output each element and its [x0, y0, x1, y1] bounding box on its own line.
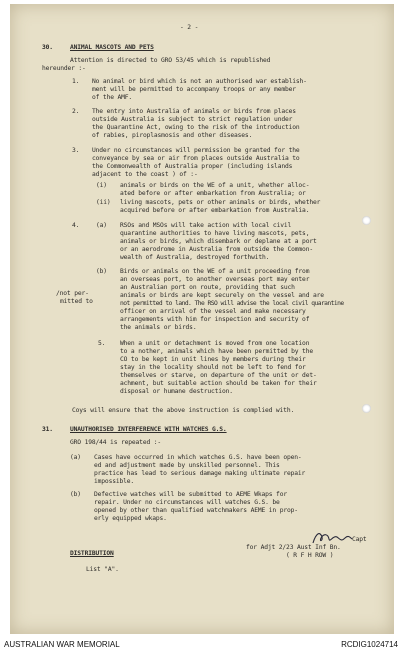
punch-hole [362, 216, 371, 225]
section-30-intro-line: hereunder :- [42, 65, 86, 72]
para-line: to a nother, animals which have been permitted by the [120, 348, 313, 355]
para-line: stay in the locality should not be left to fend for [120, 364, 306, 371]
subpara-line: ed and adjustment made by unskilled personnel. This [94, 462, 280, 469]
subpara-number: (a) [70, 454, 81, 461]
para-line: Under no circumstances will permission be granted for the [92, 147, 300, 154]
subpara-line: acquired before or after embarkation from Australia. [120, 207, 310, 214]
subpara-number: (i) [96, 182, 107, 189]
para-number: 5. [98, 340, 106, 347]
subpara-line: animals or birds on the WE of a unit, whether alloc- [120, 182, 310, 189]
para-line: achment, but suitable action should be taken for their [120, 380, 317, 387]
subpara-line: ated before or after embarkation from Australia; or [120, 190, 306, 197]
para-line: of rabies, piroplasmosis and other diseases. [92, 132, 253, 139]
subpara-line: an Australian port on route, providing that such [120, 284, 295, 291]
margin-note: mitted to [60, 298, 93, 305]
compliance-line: Coys will ensure that the above instruction is complied with. [72, 407, 295, 414]
para-number: 1. [72, 78, 80, 85]
section-30-heading: ANIMAL MASCOTS AND PETS [70, 44, 154, 51]
subpara-line: repair. Under no circumstances will watches G.S. be [94, 499, 280, 506]
subpara-line: the animals or birds. [120, 324, 197, 331]
subpara-line: officer on arrival of the vessel and make necessary [120, 308, 306, 315]
margin-note: /not per- [56, 290, 89, 297]
archive-footer [0, 634, 404, 654]
signature-rank: Capt [352, 536, 367, 543]
para-line: CO to be kept in unit lines by members during their [120, 356, 306, 363]
distribution-heading: DISTRIBUTION [70, 550, 114, 557]
document-page [10, 4, 394, 634]
para-line: the Commonwealth of Australia proper (including islands [92, 163, 293, 170]
subpara-line: not permitted to land. The RSO will advise the local civil quarantine [120, 300, 344, 307]
para-line: themselves or starve, on departure of the unit or det- [120, 372, 317, 379]
para-number: 3. [72, 147, 80, 154]
subpara-line: practice has lead to serious damage making ultimate repair [94, 470, 306, 477]
para-line: When a unit or detachment is moved from one location [120, 340, 310, 347]
section-31-heading: UNAUTHORISED INTERFERENCE WITH WATCHES G.S. [70, 426, 227, 433]
para-number: 2. [72, 108, 80, 115]
para-line: disposal or humane destruction. [120, 388, 233, 395]
para-number: 4. [72, 222, 80, 229]
subpara-line: animals or birds are kept securely on the vessel and are [120, 292, 324, 299]
para-line: the Quarantine Act, owing to the risk of the introduction [92, 124, 300, 131]
page-number: - 2 - [180, 24, 199, 31]
subpara-line: Defective watches will be submitted to AEME Wkaps for [94, 491, 287, 498]
subpara-line: quarantine authorities to have living mascots, pets, [120, 230, 310, 237]
subpara-line: Birds or animals on the WE of a unit proceeding from [120, 268, 310, 275]
para-line: The entry into Australia of animals or birds from places [92, 108, 296, 115]
subpara-line: opened by other than qualified watchmakers AEME in prop- [94, 507, 298, 514]
subpara-line: living mascots, pets or other animals or birds, whether [120, 199, 321, 206]
subpara-line: arrangements with him for inspection and security of [120, 316, 310, 323]
para-line: ment will be permitted to accompany troops or any member [92, 86, 296, 93]
subpara-line: Cases have occurred in which watches G.S. have been open- [94, 454, 302, 461]
subpara-line: erly equipped wkaps. [94, 515, 167, 522]
subpara-line: an overseas port, to another overseas port may enter [120, 276, 310, 283]
record-id: RCDIG1024714 [341, 640, 398, 649]
subpara-number: (ii) [96, 199, 111, 206]
subpara-line: impossible. [94, 478, 135, 485]
punch-hole [362, 404, 371, 413]
subpara-number: (b) [96, 268, 107, 275]
section-31-intro: GRO 198/44 is repeated :- [70, 439, 162, 446]
para-line: of the AMF. [92, 94, 133, 101]
section-30-number: 30. [42, 44, 53, 51]
subpara-line: wealth of Australia, destroyed forthwith. [120, 254, 270, 261]
para-line: outside Australia is subject to strict regulation under [92, 116, 293, 123]
archive-name: AUSTRALIAN WAR MEMORIAL [4, 640, 120, 649]
subpara-line: RSOs and MSOs will take action with local civil [120, 222, 292, 229]
para-line: conveyance by sea or air from places outside Australia to [92, 155, 300, 162]
subpara-number: (b) [70, 491, 81, 498]
subpara-line: or an aerodrome in Australia from outside the Common- [120, 246, 313, 253]
para-line: adjacent to the coast ) of :- [92, 171, 198, 178]
section-30-intro-line: Attention is directed to GRO 53/45 which is republished [70, 57, 271, 64]
subpara-number: (a) [96, 222, 107, 229]
para-line: No animal or bird which is not an authorised war establish- [92, 78, 307, 85]
signature-name: ( R F H ROW ) [286, 552, 334, 559]
section-31-number: 31. [42, 426, 53, 433]
subpara-line: animals or birds, which disembark or deplane at a port [120, 238, 317, 245]
distribution-line: List "A". [86, 566, 119, 573]
signature-for-line: for Adjt 2/23 Aust Inf Bn. [246, 544, 341, 551]
